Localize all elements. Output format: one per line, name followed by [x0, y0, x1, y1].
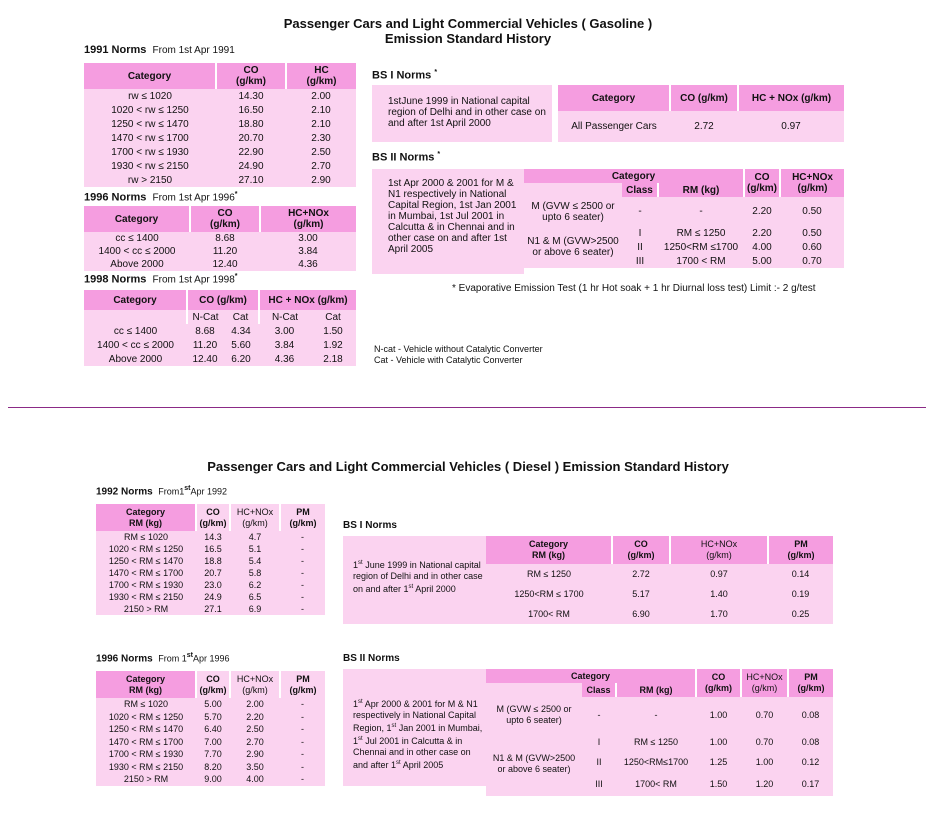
cell-class: III — [595, 779, 603, 789]
cell-co: 5.70 — [204, 711, 222, 722]
cell-co: 1.00 — [709, 737, 728, 747]
cell-class: II — [637, 241, 643, 253]
cell-category: 2150 > RM — [123, 604, 169, 614]
cell-class: III — [635, 255, 645, 267]
cell-hcnox: 3.00 — [298, 233, 318, 244]
col-hcnox: HC+NOx (g/km) — [260, 206, 356, 232]
col-pm: PM (g/km) — [768, 536, 833, 564]
ordinal-suffix: st — [358, 699, 363, 705]
dsl-bs2-heading: BS II Norms — [343, 653, 400, 664]
cell-hcnox-ncat: 4.36 — [274, 353, 295, 365]
cell-pm: - — [301, 761, 304, 772]
cat-note: Cat - Vehicle with Catalytic Converter — [374, 355, 523, 365]
cell-co: 5.00 — [204, 699, 222, 710]
cell-hcnox: 6.9 — [248, 604, 262, 614]
col-rm: RM (kg) — [616, 683, 696, 697]
gas-bs1-heading: BS I Norms * — [372, 69, 438, 82]
table-row — [486, 584, 833, 604]
cell-hcnox: 0.50 — [802, 206, 822, 217]
gas-1998-table — [84, 290, 356, 366]
ordinal-suffix: st — [391, 723, 397, 729]
cell-co-ncat: 8.68 — [195, 325, 215, 337]
ordinal-suffix: st — [396, 760, 401, 766]
gas-bs2-note: 1st Apr 2000 & 2001 for M & N1 respectively in National Capital Region, 1st Jan 2001 in Mumbai, 1st Jul 2001 in Calcutta & in Chennai and in other case on and after 1st April 2005 — [372, 169, 524, 274]
cell-co-cat: 5.60 — [231, 339, 251, 351]
cell-co: 14.3 — [204, 532, 222, 542]
sub-ncat: N-Cat — [192, 311, 219, 323]
cell-rm: RM ≤ 1250 — [676, 227, 726, 239]
note-text: 1 — [353, 560, 359, 570]
cell-co: 2.20 — [752, 206, 772, 217]
ordinal-suffix: st — [408, 584, 414, 590]
gasoline-title-line1: Passenger Cars and Light Commercial Vehicles ( Gasoline ) — [283, 16, 653, 31]
cell-co: 1.50 — [709, 779, 728, 789]
cell-hcnox-cat: 1.92 — [323, 339, 343, 351]
dsl-1996-heading: 1996 Norms From 1stApr 1996 — [96, 652, 230, 665]
cell-category: 1020 < RM ≤ 1250 — [108, 711, 184, 722]
ordinal-suffix: st — [358, 736, 363, 742]
cell-co: 24.9 — [204, 592, 222, 602]
cell-pm: - — [301, 532, 304, 542]
gas-bs1-note: 1stJune 1999 in National capital region of Delhi and in other case on and after 1st April 2000 — [372, 85, 552, 142]
dsl-bs2-table — [486, 669, 833, 796]
cell-category: rw > 2150 — [127, 174, 173, 186]
cell-hcnox: 5.8 — [248, 568, 262, 578]
diesel-title: Passenger Cars and Light Commercial Vehicles ( Diesel ) Emission Standard History — [207, 459, 729, 474]
cell-co: 5.17 — [632, 589, 650, 599]
cell-rm: 1700 < RM — [676, 255, 726, 267]
sub-cat: Cat — [223, 310, 259, 324]
dsl-bs2-note-text — [353, 699, 482, 770]
cell-hcnox-cat: 1.50 — [323, 325, 343, 337]
cell-category: M (GVW ≤ 2500 or upto 6 seater) — [496, 703, 572, 725]
table-row — [486, 732, 833, 752]
table-row — [84, 145, 356, 159]
cell-category: 1020 < RM ≤ 1250 — [108, 544, 184, 554]
dsl-bs2-note — [343, 669, 486, 786]
cell-co: 2.72 — [694, 121, 714, 132]
cell-rm: 1700< RM — [635, 779, 677, 789]
gas-bs2-table — [524, 169, 844, 268]
cell-hc: 2.50 — [311, 146, 331, 158]
cell-co: 7.00 — [204, 736, 222, 747]
cell-pm: - — [301, 699, 304, 710]
table-row — [84, 117, 356, 131]
cell-hcnox: 0.70 — [755, 737, 774, 747]
cell-category: 1700 < rw ≤ 1930 — [111, 146, 189, 158]
cell-hcnox: 3.84 — [298, 246, 318, 257]
cell-hcnox: 1.70 — [710, 609, 728, 619]
table-row — [96, 698, 325, 711]
cell-category: 1930 < RM ≤ 2150 — [108, 761, 184, 772]
cell-category: RM ≤ 1020 — [124, 532, 168, 542]
cell-co-ncat: 12.40 — [192, 353, 218, 365]
col-hcnox: HC + NOx (g/km) — [259, 290, 356, 310]
gas-1991-table — [84, 63, 356, 187]
table-row — [84, 173, 356, 187]
sub-cat: Cat — [325, 311, 341, 323]
table-row — [96, 531, 325, 543]
cell-category: 1700 < RM ≤ 1930 — [108, 580, 184, 590]
table-row — [96, 736, 325, 749]
note-text: Jul 2001 in Calcutta & in Chennai and in other case on and after 1 — [353, 736, 471, 770]
table-row — [524, 226, 844, 240]
cell-pm: - — [301, 556, 304, 566]
table-row — [486, 697, 833, 732]
cell-co-ncat: 11.20 — [192, 339, 218, 351]
col-category: Category — [84, 63, 216, 89]
col-hcnox: HC+NOx (g/km) — [741, 669, 788, 697]
gasoline-title-line2: Emission Standard History — [384, 31, 552, 46]
cell-category: Above 2000 — [108, 353, 163, 365]
col-category: Category — [84, 206, 190, 232]
cell-category: 1400 < cc ≤ 2000 — [98, 246, 176, 257]
cell-hcnox: 6.2 — [248, 580, 262, 590]
cell-class: I — [638, 227, 642, 239]
dsl-bs1-heading: BS I Norms — [343, 520, 397, 531]
cell-co: 11.20 — [212, 246, 238, 257]
cell-co: 20.7 — [204, 568, 222, 578]
cell-category: 1250 < RM ≤ 1470 — [108, 556, 184, 566]
cell-hcnox: 0.50 — [802, 227, 822, 239]
col-category: Category RM (kg) — [486, 536, 612, 564]
cell-co: 14.30 — [238, 90, 264, 102]
col-co: CO (g/km) — [744, 169, 780, 197]
col-category: Category RM (kg) — [96, 504, 196, 531]
table-row — [84, 131, 356, 145]
cell-co: 4.00 — [752, 241, 772, 253]
cell-hcnox: 2.50 — [246, 724, 264, 735]
cell-category: rw ≤ 1020 — [128, 90, 172, 102]
cell-hcnox: 4.36 — [298, 259, 318, 270]
cell-co: 27.1 — [204, 604, 222, 614]
section-divider — [8, 407, 926, 408]
col-category: Category — [524, 169, 744, 183]
gas-1996-body — [84, 232, 356, 271]
cell-hcnox: 2.70 — [246, 736, 264, 747]
gas-1996-heading: 1996 Norms From 1st Apr 1996* — [84, 191, 238, 204]
col-pm: PM (g/km) — [280, 671, 325, 698]
evap-note: * Evaporative Emission Test (1 hr Hot soak + 1 hr Diurnal loss test) Limit :- 2 g/test — [452, 283, 816, 294]
cell-hcnox: 2.90 — [246, 749, 264, 760]
cell-co: 2.20 — [752, 227, 772, 239]
cell-category: 1400 < cc ≤ 2000 — [97, 339, 174, 351]
col-co: CO (g/km) — [190, 206, 260, 232]
gas-1991-heading: 1991 Norms From 1st Apr 1991 — [84, 44, 235, 56]
gas-bs1-table — [558, 85, 844, 142]
cell-hc: 2.10 — [311, 104, 331, 116]
cell-co: 1.25 — [709, 757, 728, 767]
cell-category: RM ≤ 1020 — [124, 699, 168, 710]
col-co: CO (g/km) — [196, 671, 230, 698]
col-co: CO (g/km) — [612, 536, 670, 564]
dsl-bs1-note — [343, 536, 486, 624]
cell-co: 8.68 — [215, 233, 235, 244]
table-row — [84, 324, 356, 338]
cell-hcnox: 4.00 — [246, 774, 264, 785]
ncat-note: N-cat - Vehicle without Catalytic Converter — [374, 344, 543, 354]
dsl-bs1-note-text — [353, 560, 483, 594]
cell-hcnox: 4.7 — [248, 532, 262, 542]
cell-category: 1930 < rw ≤ 2150 — [111, 160, 189, 172]
table-row — [96, 603, 325, 615]
cell-category: M (GVW ≤ 2500 or upto 6 seater) — [531, 200, 615, 223]
cell-category: 1250 < rw ≤ 1470 — [111, 118, 189, 130]
cell-class: II — [596, 757, 602, 767]
cell-category: 1930 < RM ≤ 2150 — [108, 592, 184, 602]
cell-pm: 0.14 — [791, 569, 810, 579]
cell-category: 1700 < RM ≤ 1930 — [108, 749, 184, 760]
dsl-1992-body — [96, 531, 325, 615]
cell-pm: - — [301, 604, 304, 614]
cell-hc: 2.10 — [311, 118, 331, 130]
dsl-1996-body — [96, 698, 325, 786]
cell-co: 6.90 — [632, 609, 650, 619]
cell-pm: - — [301, 711, 304, 722]
cell-category: RM ≤ 1250 — [527, 569, 571, 579]
cell-hcnox-ncat: 3.84 — [274, 339, 295, 351]
col-category: Category — [84, 290, 187, 310]
cell-co: 12.40 — [212, 259, 238, 270]
cell-co: 9.00 — [204, 774, 222, 785]
cell-category: Above 2000 — [110, 259, 164, 270]
cell-rm: 1250<RM≤1700 — [623, 757, 689, 767]
cell-category: 1250 < RM ≤ 1470 — [108, 724, 184, 735]
col-co: CO (g/km) — [187, 290, 259, 310]
cell-category: 2150 > RM — [123, 774, 169, 785]
cell-pm: - — [301, 749, 304, 760]
cell-pm: 0.12 — [801, 757, 820, 767]
cell-co: 2.72 — [632, 569, 650, 579]
cell-hcnox: 0.97 — [781, 121, 801, 132]
cell-co: 20.70 — [238, 132, 264, 144]
cell-hc: 2.30 — [311, 132, 331, 144]
cell-rm: RM ≤ 1250 — [634, 737, 678, 747]
cell-co: 16.50 — [238, 104, 264, 116]
col-hc: HC (g/km) — [286, 63, 356, 89]
cell-category: 1250<RM ≤ 1700 — [514, 589, 584, 599]
cell-pm: - — [301, 592, 304, 602]
dsl-1992-heading: 1992 Norms From1stApr 1992 — [96, 485, 228, 498]
table-row — [84, 352, 356, 366]
cell-category: 1020 < rw ≤ 1250 — [111, 104, 189, 116]
table-row — [96, 723, 325, 736]
cell-co: 22.90 — [238, 146, 264, 158]
table-row — [84, 258, 356, 271]
cell-category: All Passenger Cars — [571, 121, 657, 132]
cell-hcnox-ncat: 3.00 — [274, 325, 295, 337]
table-row — [84, 232, 356, 245]
cell-rm: - — [654, 709, 658, 720]
cell-category: N1 & M (GVW>2500 or above 6 seater) — [527, 236, 619, 258]
cell-co-cat: 6.20 — [231, 353, 251, 365]
cell-category: N1 & M (GVW>2500 or above 6 seater) — [492, 753, 576, 774]
table-row — [96, 567, 325, 579]
note-text: Apr 2000 & 2001 for M & N1 respectively in National Capital Region, 1 — [353, 699, 478, 733]
cell-hcnox: 1.40 — [710, 589, 728, 599]
cell-pm: - — [301, 568, 304, 578]
ordinal-suffix: st — [358, 560, 363, 566]
cell-co: 5.00 — [752, 255, 772, 267]
cell-co: 27.10 — [238, 174, 264, 186]
col-category: Category — [558, 85, 670, 111]
cell-pm: 0.08 — [801, 709, 820, 720]
cell-category: 1470 < rw ≤ 1700 — [111, 132, 189, 144]
dsl-bs1-body — [486, 564, 833, 624]
cell-hcnox: 0.70 — [755, 709, 774, 720]
col-co: CO (g/km) — [696, 669, 741, 697]
cell-category: 1700< RM — [528, 609, 570, 619]
note-text: April 2000 — [413, 584, 456, 594]
cell-pm: - — [301, 580, 304, 590]
table-row — [558, 111, 844, 142]
cell-pm: - — [301, 774, 304, 785]
table-row — [524, 197, 844, 226]
cell-co: 18.80 — [238, 118, 264, 130]
table-row — [96, 579, 325, 591]
cell-category: 1470 < RM ≤ 1700 — [108, 736, 184, 747]
table-row — [84, 159, 356, 173]
cell-co: 8.20 — [204, 761, 222, 772]
note-text: 1 — [353, 699, 359, 709]
cell-hcnox-cat: 2.18 — [323, 353, 343, 365]
cell-hc: 2.90 — [311, 174, 331, 186]
col-co: CO (g/km) — [196, 504, 230, 531]
cell-rm: 1250<RM ≤1700 — [663, 241, 739, 253]
cell-hcnox: 2.20 — [246, 711, 264, 722]
note-text: April 2005 — [400, 760, 444, 770]
table-row — [84, 338, 356, 352]
cell-pm: 0.19 — [791, 589, 810, 599]
cell-hcnox: 6.5 — [248, 592, 262, 602]
cell-hcnox: 3.50 — [246, 761, 264, 772]
col-hcnox: HC+NOx (g/km) — [230, 671, 280, 698]
col-pm: PM (g/km) — [280, 504, 325, 531]
cell-hc: 2.70 — [311, 160, 331, 172]
cell-co-cat: 4.34 — [231, 325, 251, 337]
cell-co: 23.0 — [204, 580, 222, 590]
table-row — [84, 89, 356, 103]
table-row — [84, 103, 356, 117]
col-co: CO (g/km) — [670, 85, 738, 111]
col-class: Class — [622, 183, 658, 197]
col-pm: PM (g/km) — [788, 669, 833, 697]
cell-co: 24.90 — [238, 160, 264, 172]
cell-category: cc ≤ 1400 — [113, 325, 158, 337]
gas-1998-body — [84, 324, 356, 366]
dsl-1996-table — [96, 671, 325, 786]
cell-pm: 0.08 — [801, 737, 820, 747]
col-category: Category RM (kg) — [96, 671, 196, 698]
cell-co: 7.70 — [204, 749, 222, 760]
note-text: June 1999 in National capital region of Delhi and in other case on and after 1 — [353, 560, 483, 594]
cell-class: - — [638, 206, 642, 217]
cell-hcnox: 1.20 — [755, 779, 774, 789]
cell-hcnox: 5.4 — [248, 556, 262, 566]
dsl-bs1-table — [486, 536, 833, 624]
col-co: CO (g/km) — [216, 63, 286, 89]
table-row — [96, 591, 325, 603]
col-hcnox: HC+NOx (g/km) — [670, 536, 768, 564]
cell-hcnox: 5.1 — [248, 544, 262, 554]
cell-co: 6.40 — [204, 724, 222, 735]
cell-hc: 2.00 — [311, 90, 331, 102]
col-category: Category — [486, 669, 696, 683]
cell-pm: - — [301, 724, 304, 735]
cell-pm: 0.17 — [801, 779, 820, 789]
table-row — [96, 748, 325, 761]
gas-bs2-heading: BS II Norms * — [372, 151, 441, 164]
gas-1998-heading: 1998 Norms From 1st Apr 1998* — [84, 273, 238, 286]
cell-category: cc ≤ 1400 — [115, 233, 159, 244]
cell-hcnox: 0.70 — [802, 255, 822, 267]
cell-co: 16.5 — [204, 544, 222, 554]
col-rm: RM (kg) — [658, 183, 744, 197]
gas-1996-table — [84, 206, 356, 271]
col-hcnox: HC + NOx (g/km) — [738, 85, 844, 111]
gasoline-title — [230, 16, 706, 46]
table-row — [486, 604, 833, 624]
table-row — [486, 564, 833, 584]
cell-co: 1.00 — [709, 709, 728, 720]
table-row — [96, 773, 325, 786]
cell-hcnox: 0.60 — [802, 241, 822, 253]
table-row — [96, 543, 325, 555]
dsl-1992-table — [96, 504, 325, 615]
cell-pm: - — [301, 544, 304, 554]
table-row — [84, 245, 356, 258]
table-row — [96, 761, 325, 774]
cell-class: - — [597, 709, 601, 720]
sub-ncat: N-Cat — [271, 311, 299, 323]
note-text: Jan 2001 in Mumbai, 1 — [353, 723, 483, 746]
cell-category: 1470 < RM ≤ 1700 — [108, 568, 184, 578]
table-row — [96, 555, 325, 567]
cell-hcnox: 0.97 — [710, 569, 728, 579]
cell-rm: - — [699, 206, 703, 217]
col-hcnox: HC+NOx (g/km) — [230, 504, 280, 531]
gas-1991-body — [84, 89, 356, 187]
cell-hcnox: 2.00 — [246, 699, 264, 710]
table-row — [96, 711, 325, 724]
cell-class: I — [597, 737, 601, 747]
cell-pm: - — [301, 736, 304, 747]
cell-hcnox: 1.00 — [755, 757, 774, 767]
col-hcnox: HC+NOx (g/km) — [780, 169, 844, 197]
cell-co: 18.8 — [204, 556, 222, 566]
cell-pm: 0.25 — [791, 609, 810, 619]
col-class: Class — [582, 683, 616, 697]
